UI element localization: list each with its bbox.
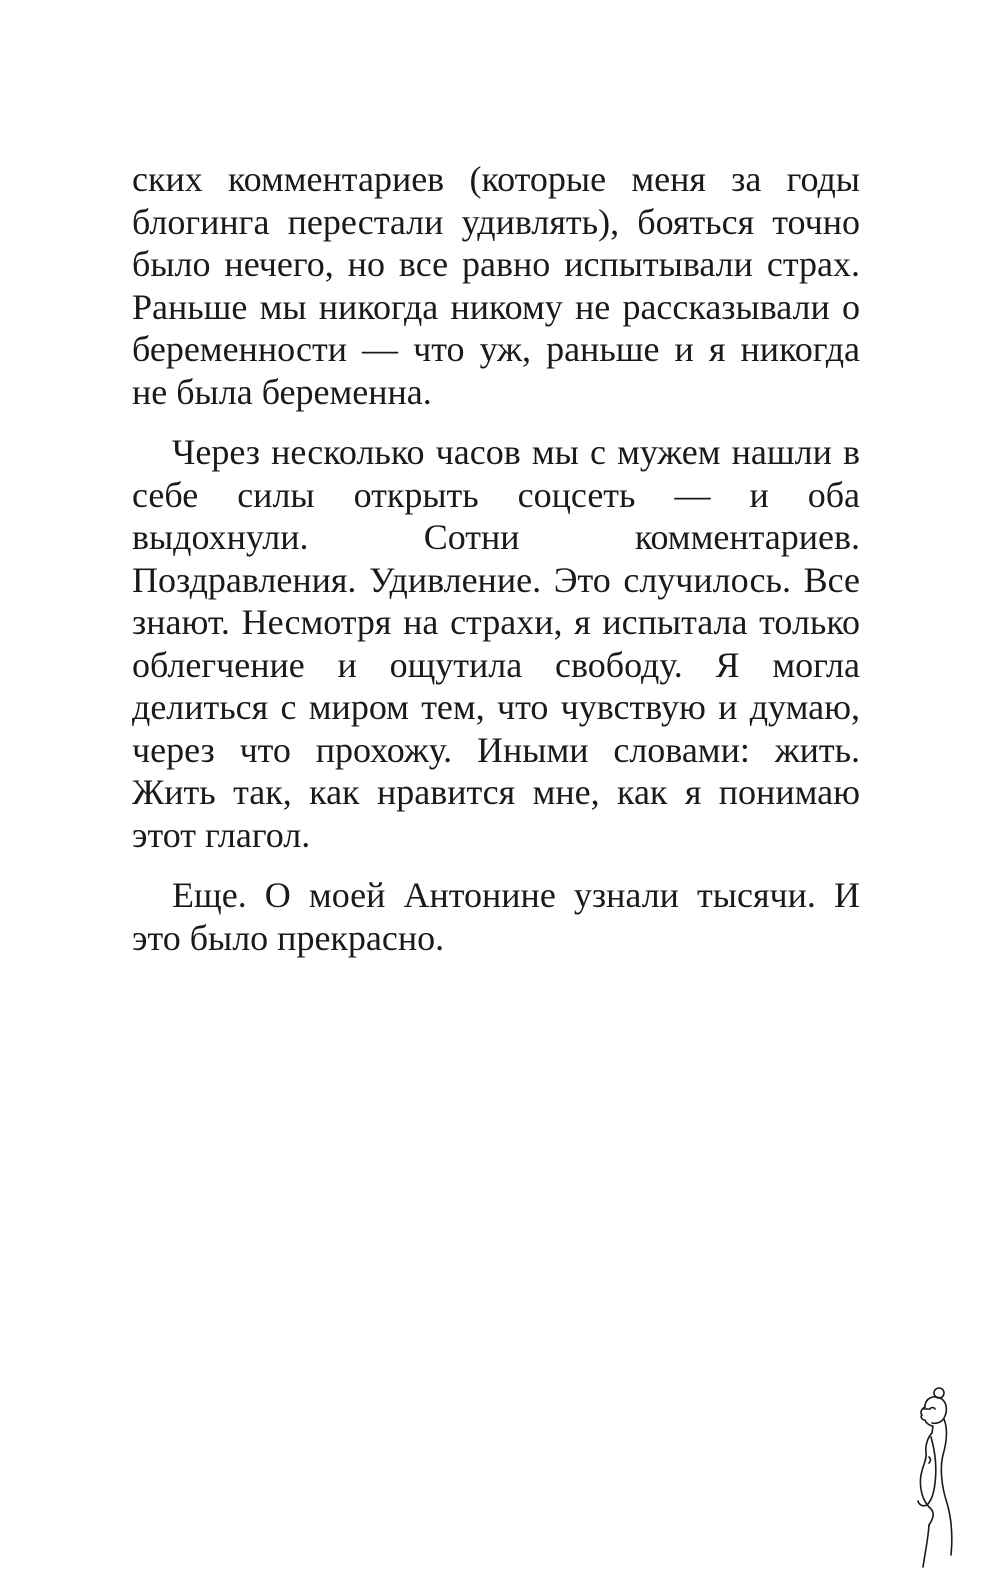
pregnant-woman-silhouette-icon [895, 1385, 975, 1575]
paragraph-3: Еще. О моей Антонине узнали тысячи. И это было прекрасно. [132, 875, 860, 958]
paragraph-2: Через несколько часов мы с мужем нашли в себе силы открыть соцсеть — и оба выдохнули. Сотни комментариев. Поздравления. Удивление. Это случилось. Все знают. Несмотря на страхи, я испытала только облегчение и ощутила свободу. Я могла делиться с миром тем, что чувствую и думаю, через что прохожу. Иными словами: жить. Жить так, как нравится мне, как я понимаю этот глагол. [132, 432, 860, 855]
body-text [132, 158, 860, 977]
paragraph-1: ских комментариев (которые меня за годы блогинга перестали удивлять), бояться точно было нечего, но все равно испытывали страх. Раньше мы никогда никому не рассказывали о беременности — что уж, раньше и я никогда не была беременна. [132, 159, 860, 412]
